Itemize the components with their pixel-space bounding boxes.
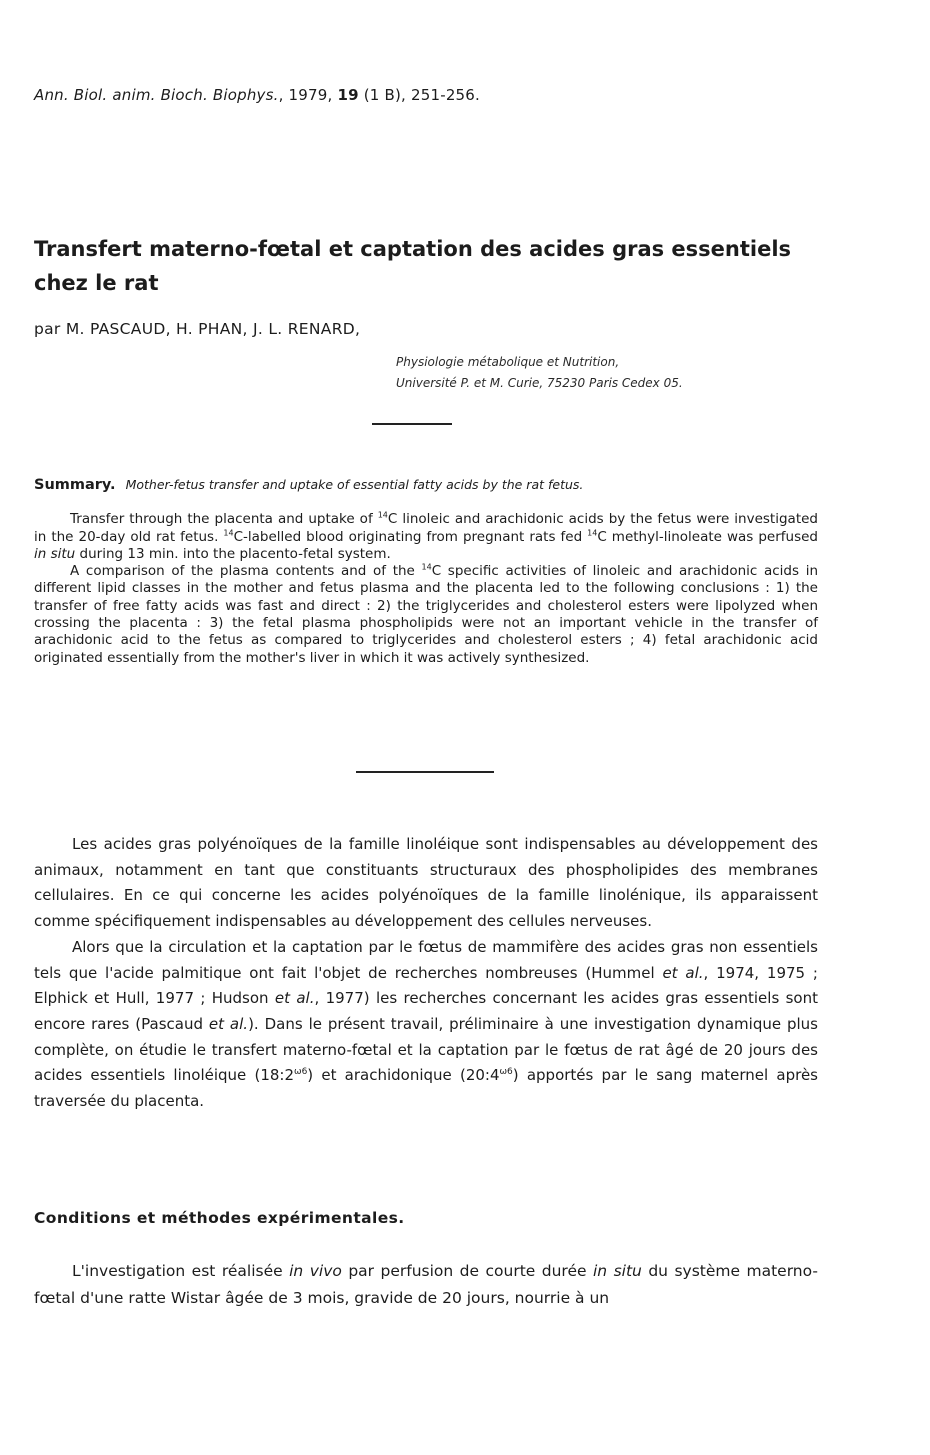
text-run: , 1977) les recherches concernant les acides gras essentiels sont encore rares (Pascaud [34,989,818,1033]
italic-run: et al. [662,963,704,982]
superscript: 14 [377,510,388,520]
journal-name: Ann. Biol. anim. Bioch. Biophys. [34,86,279,104]
italic-run: in situ [593,1262,642,1280]
summary-subtitle: Mother-fetus transfer and uptake of essential fatty acids by the rat fetus. [125,477,584,492]
summary-paragraph-2 [34,563,818,667]
journal-issue-pages: (1 B), 251-256. [358,86,481,104]
text-run: ). Dans le présent travail, préliminaire à une investigation dynamique plus complète, on étudie le transfert materno-fœtal et la captation par le fœtus de rat âgé de 20 jours des acides essentiels linoléique (18:2 [34,1014,818,1085]
text-run: par perfusion de courte durée [341,1262,593,1280]
section-heading: Conditions et méthodes expérimentales. [34,1209,405,1227]
author-list: par M. PASCAUD, H. PHAN, J. L. RENARD, [34,320,361,338]
text-run: C methyl-linoleate was perfused [597,528,818,545]
separator-rule [356,771,494,773]
methods-section [34,1258,818,1312]
summary-paragraph-1 [34,511,818,563]
text-run: A comparison of the plasma contents and of the [70,563,422,580]
text-run: ) apportés par le sang maternel après traversée du placenta. [34,1066,818,1111]
italic-run: in situ [34,545,76,562]
text-run: C specific activities of linoleic and arachidonic acids in different lipid classes in the mother and fetus plasma and the placenta led to the following conclusions : 1) the transfer of free fatty acids was fast and direct : 2) the triglycerides and cholesterol esters were lipolyzed when crossing the placenta : 3) the fetal plasma phospholipids were not an important vehicle in the transfer of arachidonic acid to the fetus as compared to triglycerides and cholesterol esters ; 4) fetal arachidonic acid originated essentially from the mother's liver in which it was actively synthesized. [34,563,819,666]
affiliation [396,352,683,394]
italic-run: et al. [208,1014,249,1033]
journal-citation [34,86,480,104]
affiliation-line-1: Physiologie métabolique et Nutrition, [396,355,620,369]
journal-volume: 19 [337,86,359,104]
affiliation-line-2: Université P. et M. Curie, 75230 Paris Cedex 05. [396,376,683,390]
intro-paragraph-1: Les acides gras polyénoïques de la famille linoléique sont indispensables au développement des animaux, notamment en tant que constituants structuraux des phospholipides des membranes cellulaires. En ce qui concerne les acides polyénoïques de la famille linolénique, ils apparaissent comme spécifiquement indispensables au développement des cellules nerveuses. [34,835,818,931]
text-run: Alors que la circulation et la captation par le fœtus de mammifère des acides gras non essentiels tels que l'acide palmitique ont fait l'objet de recherches nombreuses (Hummel [34,937,818,982]
text-run: ) et arachidonique (20:4 [307,1066,500,1085]
summary-label: Summary. [34,477,116,493]
journal-year: , 1979, [278,86,338,104]
text-run: Transfer through the placenta and uptake of [70,511,378,528]
summary-section [34,476,818,667]
text-run: during 13 min. into the placento-fetal system. [75,545,391,562]
superscript: 14 [587,528,598,538]
text-run: du système materno-fœtal d'une ratte Wistar âgée de 3 mois, gravide de 20 jours, nourrie à un [34,1262,818,1307]
text-run: C-labelled blood originating from pregnant rats fed [233,528,588,545]
superscript: ω6 [499,1067,513,1078]
intro-paragraph-2 [34,935,818,1115]
article-title: Transfert materno-fœtal et captation des acides gras essentiels chez le rat [34,237,792,295]
introduction [34,832,818,1115]
methods-paragraph [34,1258,818,1312]
text-run: , 1974, 1975 ; Elphick et Hull, 1977 ; Hudson [34,963,818,1008]
italic-run: in vivo [289,1262,342,1280]
italic-run: et al. [274,989,315,1008]
superscript: 14 [421,562,432,572]
superscript: 14 [223,528,234,538]
superscript: ω6 [294,1067,308,1078]
text-run: C linoleic and arachidonic acids by the fetus were investigated in the 20-day old rat fetus. [34,511,818,545]
summary-heading [34,476,818,494]
separator-rule [372,423,452,425]
text-run: L'investigation est réalisée [72,1262,290,1280]
